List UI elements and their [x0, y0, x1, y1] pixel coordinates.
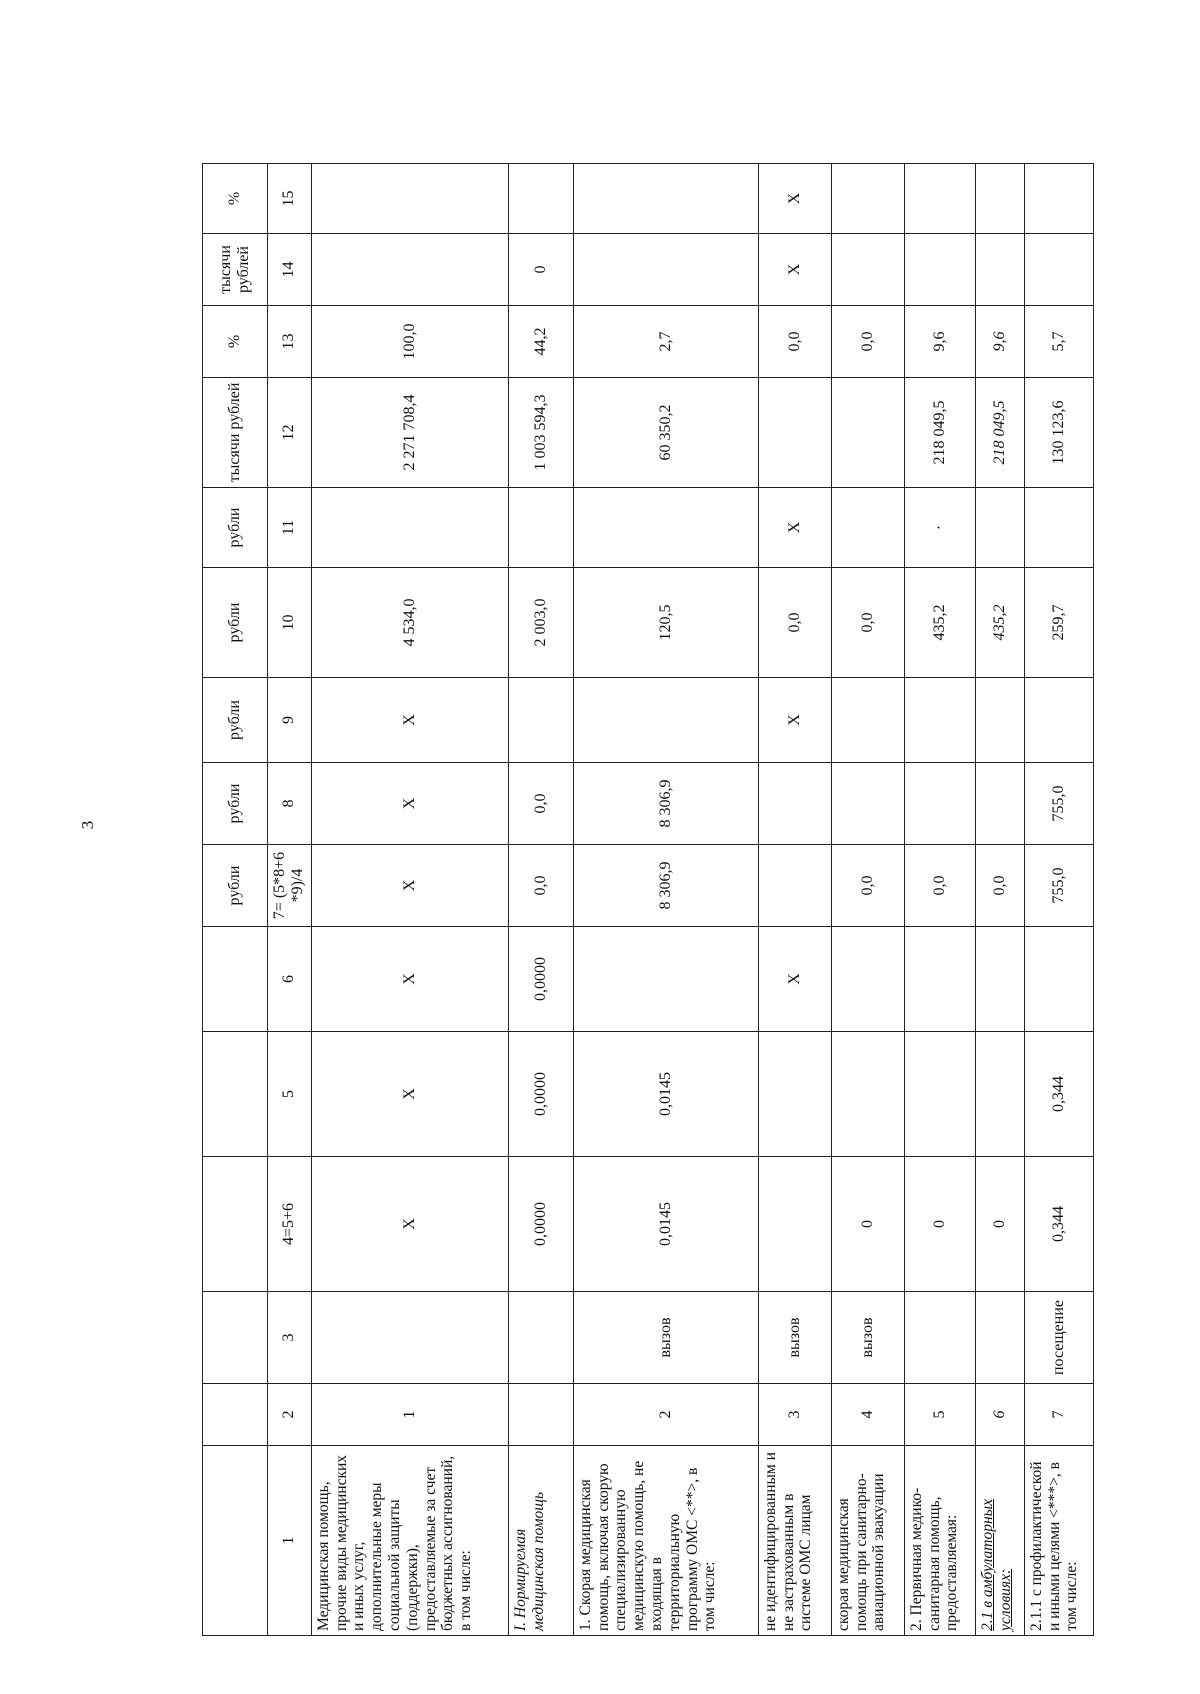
table-cell: 1: [311, 1384, 508, 1446]
table-cell: 0,0: [831, 568, 904, 678]
table-cell: [758, 845, 831, 927]
table-cell: [831, 1032, 904, 1157]
table-cell: 0: [508, 234, 573, 306]
row-label: I. Нормируемая медицинская помощь: [508, 1446, 573, 1636]
column-number: 8: [268, 763, 312, 845]
table-cell: [904, 234, 975, 306]
table-cell: 218 049,5: [975, 378, 1024, 488]
row-label: Медицинская помощь, прочие виды медицинских и иных услуг, дополнительные меры социальной защиты (поддержки), предоставляемые за счет бюджетных ассигнований, в том числе:: [311, 1446, 508, 1636]
table-cell: 0: [904, 1157, 975, 1292]
table-cell: [573, 927, 758, 1032]
header-cell: рубли: [203, 678, 268, 763]
header-cell: [203, 1032, 268, 1157]
table-cell: 120,5: [573, 568, 758, 678]
column-number: 13: [268, 306, 312, 378]
table-cell: [573, 164, 758, 234]
table-cell: вызов: [831, 1292, 904, 1384]
rotated-table-container: [202, 164, 1182, 1636]
table-cell: [904, 1032, 975, 1157]
table-cell: 5: [904, 1384, 975, 1446]
column-number: 2: [268, 1384, 312, 1446]
table-cell: 8 306,9: [573, 763, 758, 845]
table-cell: [508, 1384, 573, 1446]
table-row: [311, 164, 508, 1636]
table-cell: 435,2: [975, 568, 1024, 678]
column-number: 6: [268, 927, 312, 1032]
column-number: 4=5+6: [268, 1157, 312, 1292]
header-cell: %: [203, 164, 268, 234]
table-cell: [573, 234, 758, 306]
table-cell: [1024, 927, 1093, 1032]
table-cell: 0,344: [1024, 1032, 1093, 1157]
table-cell: 2 003,0: [508, 568, 573, 678]
column-number: 15: [268, 164, 312, 234]
header-cell: [203, 927, 268, 1032]
table-cell: 2 271 708,4: [311, 378, 508, 488]
table-cell: [831, 378, 904, 488]
table-cell: [975, 763, 1024, 845]
table-row: [1024, 164, 1093, 1636]
table-cell: 0,0: [758, 568, 831, 678]
table-cell: 755,0: [1024, 763, 1093, 845]
table-cell: [831, 488, 904, 568]
row-label: 2. Первичная медико-санитарная помощь, предоставляемая:: [904, 1446, 975, 1636]
table-row: [904, 164, 975, 1636]
row-label: 2.1.1 с профилактической и иными целями <***>, в том числе:: [1024, 1446, 1093, 1636]
table-cell: 2: [573, 1384, 758, 1446]
table-cell: [831, 234, 904, 306]
table-row: [573, 164, 758, 1636]
table-cell: [904, 164, 975, 234]
table-cell: [975, 1292, 1024, 1384]
column-number: 5: [268, 1032, 312, 1157]
table-cell: [311, 1292, 508, 1384]
table-cell: 0: [975, 1157, 1024, 1292]
table-cell: [573, 488, 758, 568]
header-cell: рубли: [203, 568, 268, 678]
header-cell: [203, 1384, 268, 1446]
table-cell: X: [758, 488, 831, 568]
table-cell: [508, 164, 573, 234]
table-cell: 4: [831, 1384, 904, 1446]
table-cell: 218 049,5: [904, 378, 975, 488]
table-cell: [758, 1032, 831, 1157]
header-cell: [203, 1292, 268, 1384]
table-cell: [904, 927, 975, 1032]
row-label: не идентифицированным и не застрахованным в системе ОМС лицам: [758, 1446, 831, 1636]
table-cell: 100,0: [311, 306, 508, 378]
table-cell: 1 003 594,3: [508, 378, 573, 488]
table-cell: [975, 488, 1024, 568]
table-cell: 2,7: [573, 306, 758, 378]
table-cell: [1024, 234, 1093, 306]
table-cell: [831, 164, 904, 234]
table-cell: 0,0: [831, 845, 904, 927]
column-number-row: [268, 164, 312, 1636]
column-number: 10: [268, 568, 312, 678]
table-cell: X: [311, 845, 508, 927]
table-cell: [904, 1292, 975, 1384]
table-cell: X: [758, 164, 831, 234]
table-cell: вызов: [758, 1292, 831, 1384]
table-row: [758, 164, 831, 1636]
table-cell: [508, 1292, 573, 1384]
header-cell: тысячи рублей: [203, 378, 268, 488]
table-cell: 4 534,0: [311, 568, 508, 678]
table-cell: X: [311, 763, 508, 845]
table-cell: 0,0000: [508, 927, 573, 1032]
table-cell: 755,0: [1024, 845, 1093, 927]
table-cell: [1024, 678, 1093, 763]
table-cell: X: [758, 927, 831, 1032]
table-cell: [573, 678, 758, 763]
table-cell: 0,0145: [573, 1157, 758, 1292]
table-cell: [508, 488, 573, 568]
table-cell: 0,344: [1024, 1157, 1093, 1292]
header-cell: рубли: [203, 488, 268, 568]
table-cell: 0,0000: [508, 1157, 573, 1292]
table-cell: [508, 678, 573, 763]
table-cell: 8 306,9: [573, 845, 758, 927]
table-cell: [311, 488, 508, 568]
table-cell: [975, 678, 1024, 763]
row-label: скорая медицинская помощь при санитарно-авиационной эвакуации: [831, 1446, 904, 1636]
table-cell: посещение: [1024, 1292, 1093, 1384]
table-cell: [311, 164, 508, 234]
table-row: [975, 164, 1024, 1636]
table-cell: 435,2: [904, 568, 975, 678]
column-number: 14: [268, 234, 312, 306]
table-cell: 0,0: [508, 763, 573, 845]
header-cell: рубли: [203, 763, 268, 845]
table-cell: 0,0: [508, 845, 573, 927]
column-number: 9: [268, 678, 312, 763]
table-cell: 3: [758, 1384, 831, 1446]
table-cell: [1024, 488, 1093, 568]
table-cell: X: [758, 678, 831, 763]
table-cell: X: [311, 678, 508, 763]
table-cell: 0: [831, 1157, 904, 1292]
table-cell: X: [311, 927, 508, 1032]
column-number: 11: [268, 488, 312, 568]
table-cell: [975, 234, 1024, 306]
column-number: 1: [268, 1446, 312, 1636]
row-label: 1. Скорая медицинская помощь, включая скорую специализированную медицинскую помощь, не входящая в территориальную программу ОМС <**>, в том числе:: [573, 1446, 758, 1636]
table-cell: 0,0: [831, 306, 904, 378]
table-cell: 259,7: [1024, 568, 1093, 678]
table-cell: [831, 763, 904, 845]
table-cell: [1024, 164, 1093, 234]
header-cell: [203, 1157, 268, 1292]
column-number: 7= (5*8+6 *9)/4: [268, 845, 312, 927]
row-label: 2.1 в амбулаторных условиях:: [975, 1446, 1024, 1636]
table-cell: [831, 678, 904, 763]
table-cell: [311, 234, 508, 306]
header-cell: [203, 1446, 268, 1636]
table-cell: [904, 678, 975, 763]
column-number: 3: [268, 1292, 312, 1384]
table-cell: ·: [904, 488, 975, 568]
table-cell: 5,7: [1024, 306, 1093, 378]
table-cell: 0,0000: [508, 1032, 573, 1157]
table-cell: вызов: [573, 1292, 758, 1384]
table-cell: 9,6: [975, 306, 1024, 378]
table-cell: [758, 1157, 831, 1292]
table-row: [831, 164, 904, 1636]
table-cell: [831, 927, 904, 1032]
table-cell: 0,0: [975, 845, 1024, 927]
table-cell: 130 123,6: [1024, 378, 1093, 488]
table-cell: 7: [1024, 1384, 1093, 1446]
table-cell: 44,2: [508, 306, 573, 378]
header-row: [203, 164, 268, 1636]
table-cell: 0,0: [758, 306, 831, 378]
budget-table: [202, 163, 1094, 1636]
table-cell: 0,0: [904, 845, 975, 927]
table-cell: 60 350,2: [573, 378, 758, 488]
column-number: 12: [268, 378, 312, 488]
table-cell: [904, 763, 975, 845]
table-cell: X: [758, 234, 831, 306]
table-cell: [975, 927, 1024, 1032]
table-cell: 6: [975, 1384, 1024, 1446]
table-cell: X: [311, 1157, 508, 1292]
table-cell: 0,0145: [573, 1032, 758, 1157]
table-cell: [975, 1032, 1024, 1157]
table-cell: [975, 164, 1024, 234]
header-cell: тысячи рублей: [203, 234, 268, 306]
table-cell: [758, 763, 831, 845]
table-cell: 9,6: [904, 306, 975, 378]
header-cell: %: [203, 306, 268, 378]
page-number: 3: [78, 820, 97, 830]
table-cell: X: [311, 1032, 508, 1157]
table-cell: [758, 378, 831, 488]
header-cell: рубли: [203, 845, 268, 927]
table-row: [508, 164, 573, 1636]
